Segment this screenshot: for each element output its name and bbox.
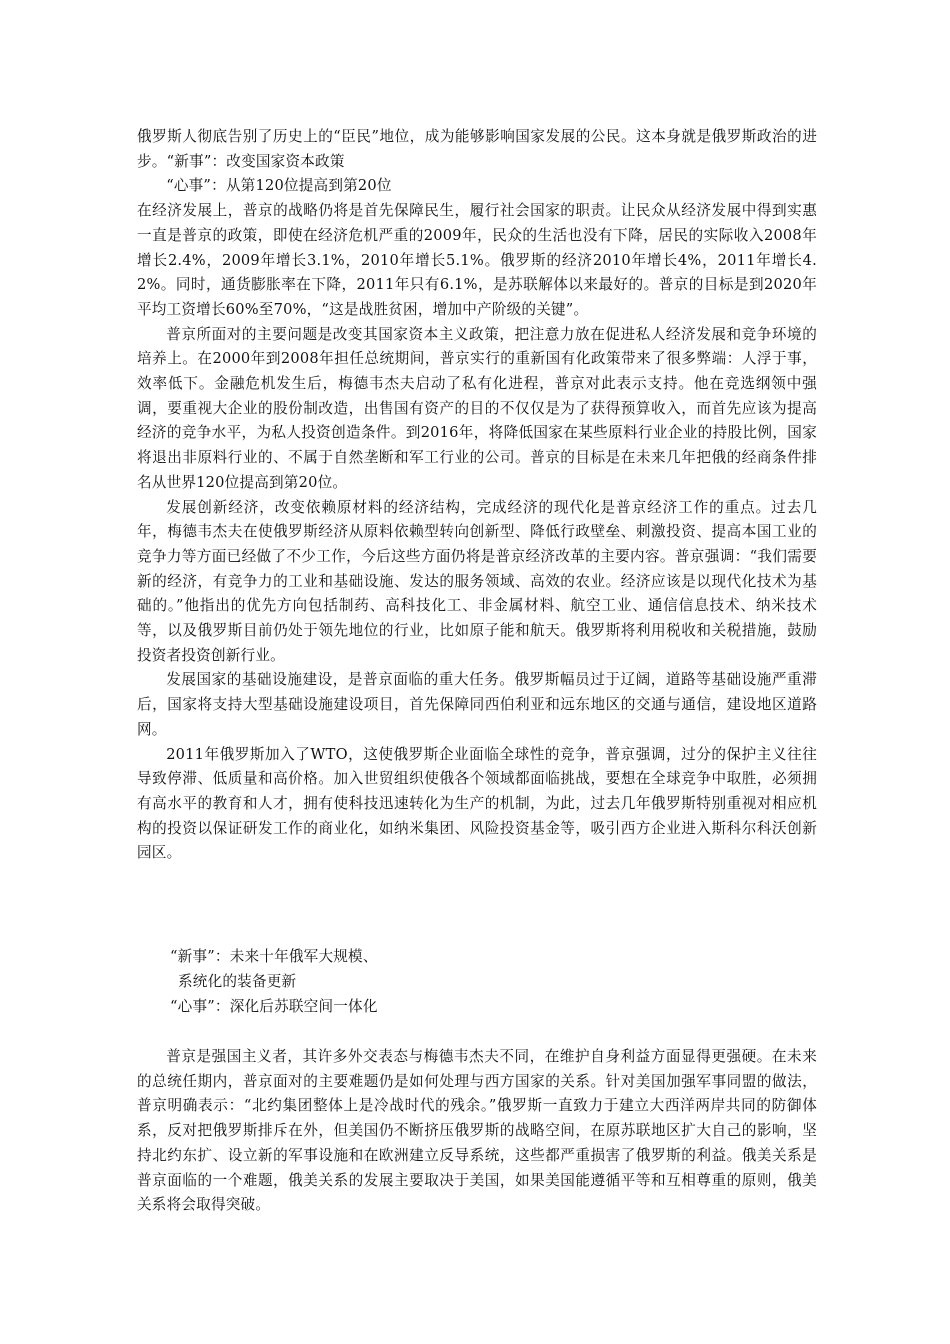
- subheading-integration: “心事”：深化后苏联空间一体化: [170, 998, 378, 1015]
- paragraph-infrastructure: 发展国家的基础设施建设，是普京面临的重大任务。俄罗斯幅员过于辽阔，道路等基础设施严重滞后，国家将支持大型基础设施建设项目，首先保障同西伯利亚和远东地区的交通与通信，建设地区道路网。: [137, 671, 817, 738]
- paragraph-wto: 2011年俄罗斯加入了WTO，这使俄罗斯企业面临全球性的竞争，普京强调，过分的保护主义往往导致停滞、低质量和高价格。加入世贸组织使俄各个领域都面临挑战，要想在全球竞争中取胜，必须拥有高水平的教育和人才，拥有使科技迅速转化为生产的机制，为此，过去几年俄罗斯特别重视对相应机构的投资以保证研发工作的商业化，如纳米集团、风险投资基金等，吸引西方企业进入斯科尔科沃创新园区。: [137, 745, 817, 862]
- paragraph-innovation: 发展创新经济，改变依赖原材料的经济结构，完成经济的现代化是普京经济工作的重点。过去几年，梅德韦杰夫在使俄罗斯经济从原料依赖型转向创新型、降低行政壁垒、刺激投资、提高本国工业的竞争力等方面已经做了不少工作，今后这些方面仍将是普京经济改革的主要内容。普京强调：“我们需要新的经济，有竞争力的工业和基础设施、发达的服务领域、高效的农业。经济应该是以现代化技术为基础的。”他指出的优先方向包括制药、高科技化工、非金属材料、航空工业、通信信息技术、纳米技术等，以及俄罗斯目前仍处于领先地位的行业，比如原子能和航天。俄罗斯将利用税收和关税措施，鼓励投资者投资创新行业。: [137, 498, 817, 664]
- paragraph-state-capital: 普京所面对的主要问题是改变其国家资本主义政策，把注意力放在促进私人经济发展和竞争环境的培养上。在2000年到2008年担任总统期间，普京实行的重新国有化政策带来了很多弊端：人浮于事，效率低下。金融危机发生后，梅德韦杰夫启动了私有化进程，普京对此表示支持。他在竞选纲领中强调，要重视大企业的股份制改造，出售国有资产的目的不仅仅是为了获得预算收入，而首先应该为提高经济的竞争水平，为私人投资创造条件。到2016年，将降低国家在某些原料行业企业的持股比例，国家将退出非原料行业的、不属于自然垄断和军工行业的公司。普京的目标是在未来几年把俄的经商条件排名从世界120位提高到第20位。: [137, 325, 817, 491]
- paragraph-foreign-policy: 普京是强国主义者，其许多外交表态与梅德韦杰夫不同，在维护自身利益方面显得更强硬。在未来的总统任期内，普京面对的主要难题仍是如何处理与西方国家的关系。针对美国加强军事同盟的做法，普京明确表示：“北约集团整体上是冷战时代的残余。”俄罗斯一直致力于建立大西洋两岸共同的防御体系，反对把俄罗斯排斥在外，但美国仍不断挤压俄罗斯的战略空间，在原苏联地区扩大自己的影响，坚持北约东扩、设立新的军事设施和在欧洲建立反导系统，这些都严重损害了俄罗斯的利益。俄美关系是普京面临的一个难题，俄美关系的发展主要取决于美国，如果美国能遵循平等和互相尊重的原则，俄美关系将会取得突破。: [137, 1048, 817, 1214]
- subheading-military-2: 系统化的装备更新: [178, 973, 297, 990]
- subheading-ranking: “心事”：从第120位提高到第20位: [166, 177, 392, 195]
- section-economy: [137, 125, 817, 866]
- subheading-military-1: “新事”：未来十年俄军大规模、: [170, 948, 378, 965]
- paragraph-intro: 俄罗斯人彻底告别了历史上的“臣民”地位，成为能够影响国家发展的公民。这本身就是俄罗斯政治的进步。“新事”：改变国家资本政策: [137, 128, 817, 170]
- paragraph-livelihood: 在经济发展上，普京的战略仍将是首先保障民生，履行社会国家的职责。让民众从经济发展中得到实惠一直是普京的政策，即使在经济危机严重的2009年，民众的生活也没有下降，居民的实际收入2008年增长2.4%，2009年增长3.1%，2010年增长5.1%。俄罗斯的经济2010年增长4%，2011年增长4.2%。同时，通货膨胀率在下降，2011年只有6.1%，是苏联解体以来最好的。普京的目标是到2020年平均工资增长60%至70%，“这是战胜贫困，增加中产阶级的关键”。: [137, 202, 817, 318]
- section-foreign-policy: [137, 1045, 817, 1218]
